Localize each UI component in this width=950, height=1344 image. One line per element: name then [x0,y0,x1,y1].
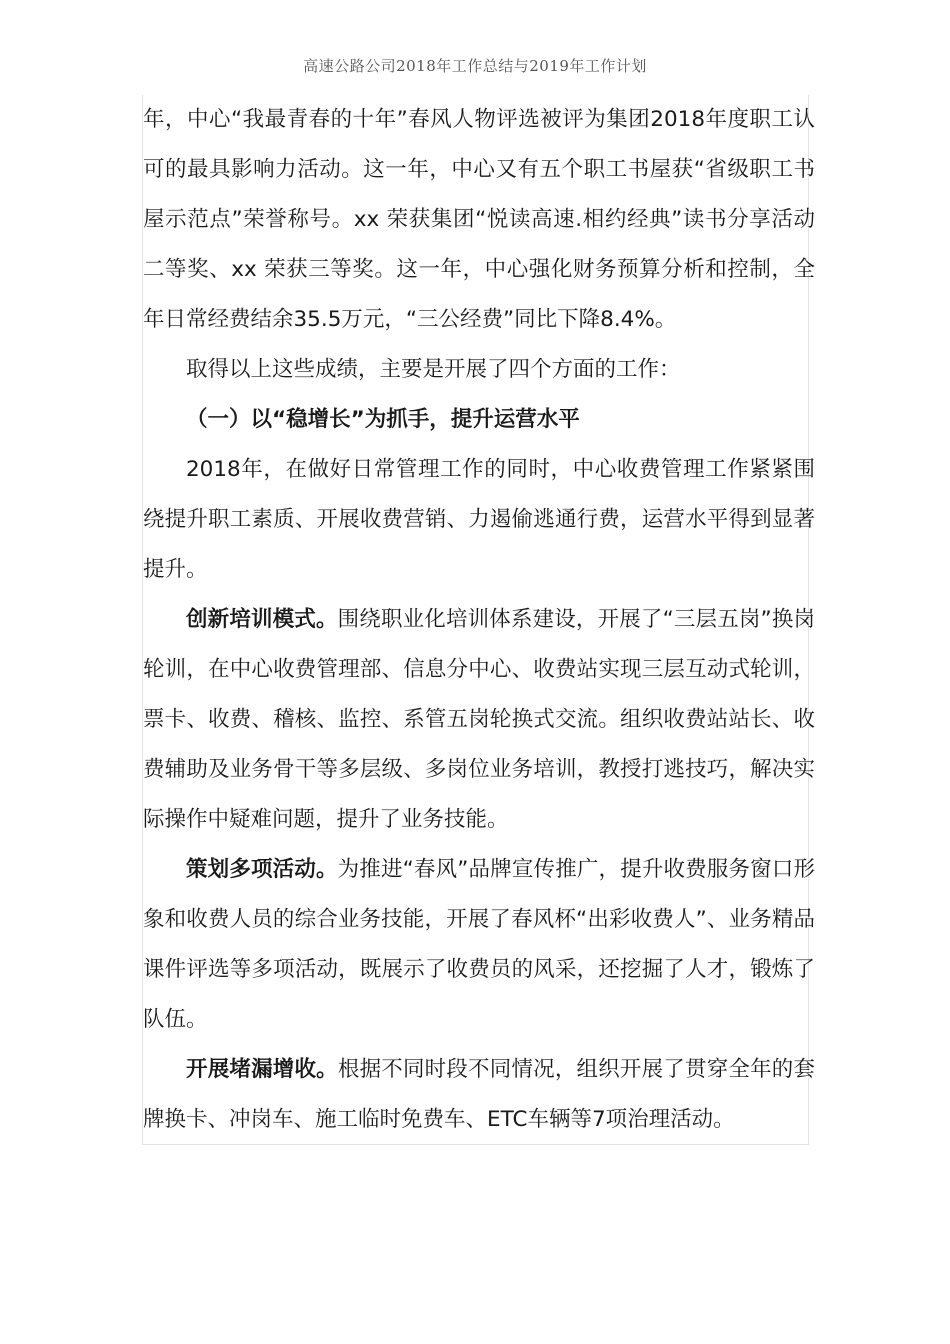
section-heading: （一）以“稳增长”为抓手，提升运营水平 [186,407,580,432]
document-body [143,95,815,1145]
paragraph-training [143,595,815,845]
paragraph-achievements: 年，中心“我最青春的十年”春风人物评选被评为集团2018年度职工认可的最具影响力活动。这一年，中心又有五个职工书屋获“省级职工书屋示范点”荣誉称号。xx 荣获集团“悦读高速.相约经典”读书分享活动二等奖、xx 荣获三等奖。这一年，中心强化财务预算分析和控制，全年日常经费结余35.5万元，“三公经费”同比下降8.4%。 [143,107,815,332]
paragraph-intro: 取得以上这些成绩，主要是开展了四个方面的工作： [186,357,681,382]
page-header: 高速公路公司2018年工作总结与2019年工作计划 [303,57,647,75]
revenue-text: 根据不同时段不同情况，组织开展了贯穿全年的套牌换卡、冲岗车、施工临时免费车、ETC车辆等7项治理活动。 [143,1057,815,1132]
activities-text: 为推进“春风”品牌宣传推广，提升收费服务窗口形象和收费人员的综合业务技能，开展了春风杯“出彩收费人”、业务精品课件评选等多项活动，既展示了收费员的风采，还挖掘了人才，锻炼了队伍。 [143,857,815,1032]
training-text: 围绕职业化培训体系建设，开展了“三层五岗”换岗轮训，在中心收费管理部、信息分中心、收费站实现三层互动式轮训，票卡、收费、稽核、监控、系管五岗轮换式交流。组织收费站站长、收费辅助及业务骨干等多层级、多岗位业务培训，教授打逃技巧，解决实际操作中疑难问题，提升了业务技能。 [143,607,815,832]
paragraph-operations: 2018年，在做好日常管理工作的同时，中心收费管理工作紧紧围绕提升职工素质、开展收费营销、力遏偷逃通行费，运营水平得到显著提升。 [143,457,815,582]
revenue-lead: 开展堵漏增收。 [186,1057,338,1082]
activities-lead: 策划多项活动。 [186,857,338,882]
paragraph-activities [143,845,815,1045]
training-lead: 创新培训模式。 [186,607,338,632]
paragraph-revenue [143,1045,815,1145]
